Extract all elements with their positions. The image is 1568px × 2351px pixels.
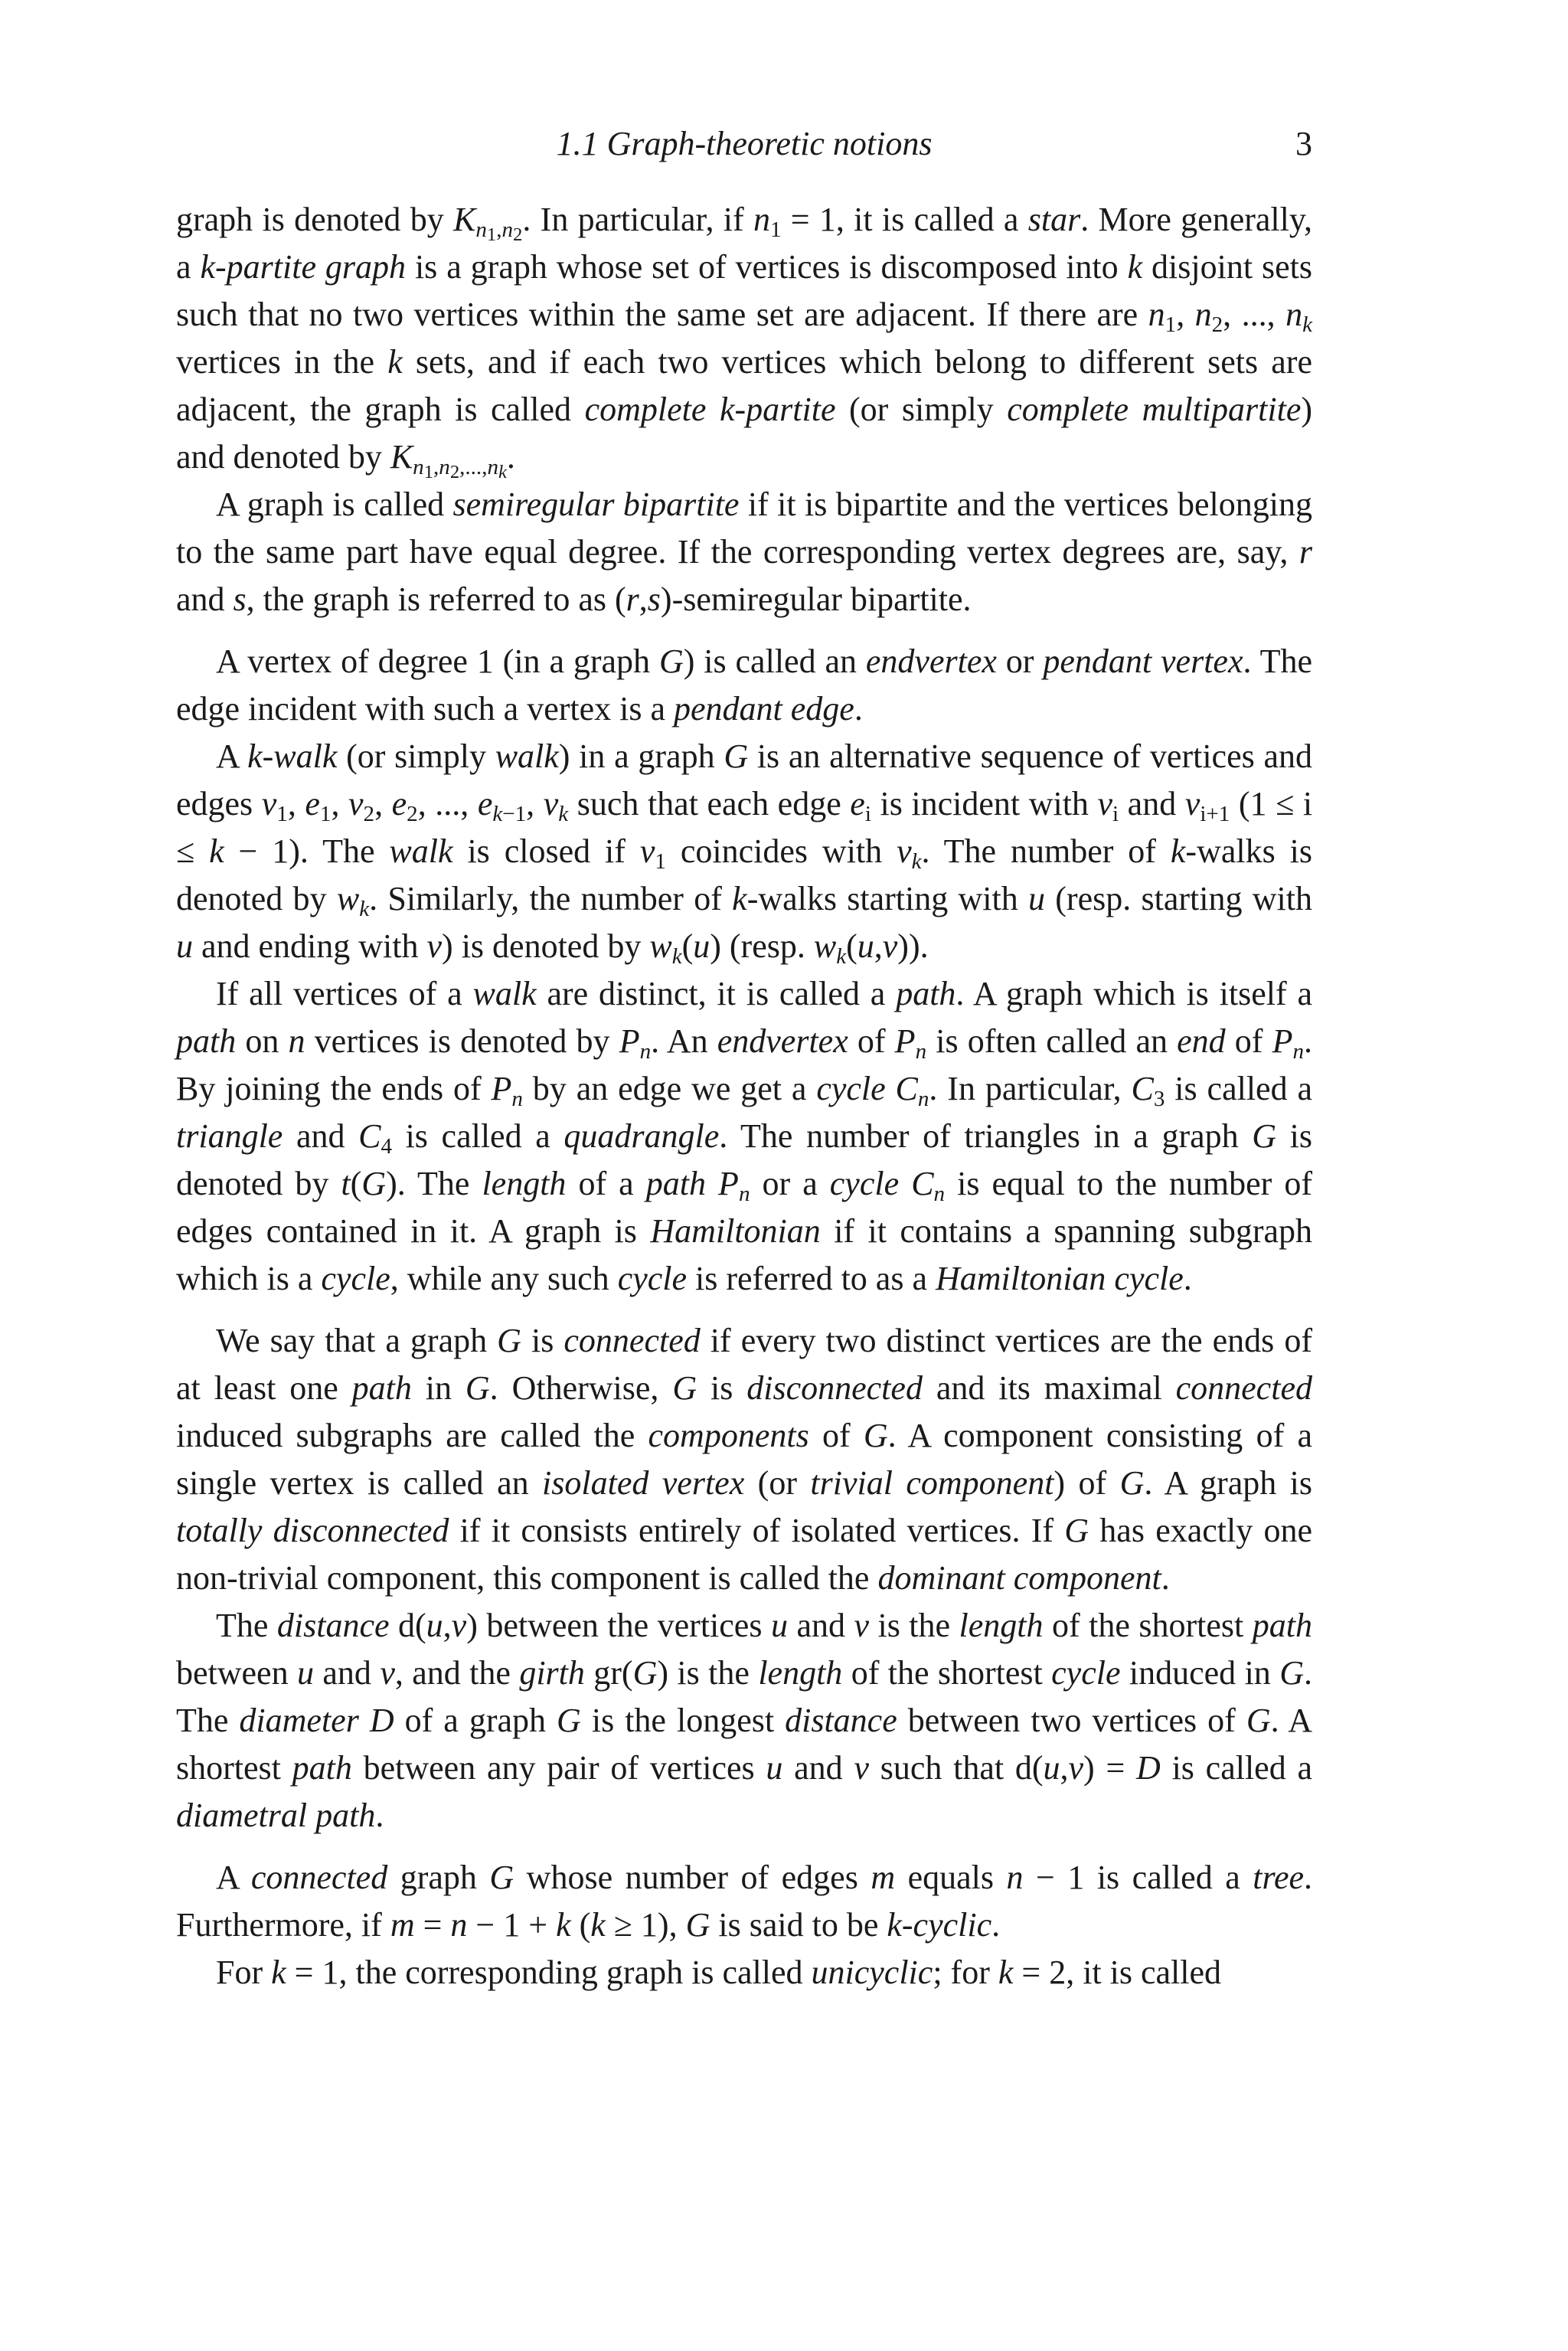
paragraph: The distance d(u,v) between the vertices u and v is the length of the shortest path between u and v, and the girth gr(G) is the length of the shortest cycle induced in G. The diameter D of a graph G is the longest distance between two vertices of G. A shortest path between any pair of vertices u and v such that d(u,v) = D is called a diametral path. <box>176 1607 1313 1834</box>
page-header <box>176 121 1312 167</box>
paragraph: A k-walk (or simply walk) in a graph G is an alternative sequence of vertices and edges $v_1$, $e_1$, $v_2$, $e_2$, ..., $e_{k-1}$, $v_k$ such that each edge $e_i$ is incident with $v_i$ and $v_{i+1}$ (1 ≤ i ≤ k − 1). The walk is closed if $v_1$ coincides with $v_k$. The number of k-walks is denoted by $w_k$. Similarly, the number of k-walks starting with u (resp. starting with u and ending with v) is denoted by $w_k(u)$ (resp. $w_k(u,v)$). <box>176 737 1313 970</box>
body-text <box>176 196 1312 1996</box>
paragraph: A graph is called semiregular bipartite if it is bipartite and the vertices belonging to the same part have equal degree. If the corresponding vertex degrees are, say, r and s, the graph is referred to as (r,s)-semiregular bipartite. <box>176 486 1312 618</box>
paragraph: A connected graph G whose number of edges m equals n − 1 is called a tree. Furthermore, if m = n − 1 + k (k ≥ 1), G is said to be k-cyclic. <box>176 1859 1313 1944</box>
paragraph: graph is denoted by $K_{n_1,n_2}$. In particular, if $n_1 = 1$, it is called a star. More generally, a k-partite graph is a graph whose set of vertices is discomposed into k disjoint sets such that no two vertices within the same set are adjacent. If there are $n_1$, $n_2$, ..., $n_k$ vertices in the k sets, and if each two vertices which belong to different sets are adjacent, the graph is called complete k-partite (or simply complete multipartite) and denoted by $K_{n_1,n_2,...,n_k}$. <box>176 201 1313 483</box>
paragraph: If all vertices of a walk are distinct, it is called a path. A graph which is itself a path on n vertices is denoted by $P_n$. An endvertex of $P_n$ is often called an end of $P_n$. By joining the ends of $P_n$ by an edge we get a cycle $C_n$. In particular, $C_3$ is called a triangle and $C_4$ is called a quadrangle. The number of triangles in a graph G is denoted by t(G). The length of a path $P_n$ or a cycle $C_n$ is equal to the number of edges contained in it. A graph is Hamiltonian if it contains a spanning subgraph which is a cycle, while any such cycle is referred to as a Hamiltonian cycle. <box>176 975 1313 1297</box>
page-number: 3 <box>1295 125 1312 162</box>
paragraph: We say that a graph G is connected if every two distinct vertices are the ends of at least one path in G. Otherwise, G is disconnected and its maximal connected induced subgraphs are called the components of G. A component consisting of a single vertex is called an isolated vertex (or trivial component) of G. A graph is totally disconnected if it consists entirely of isolated vertices. If G has exactly one non-trivial component, this component is called the dominant component. <box>176 1322 1313 1597</box>
paragraph: For k = 1, the corresponding graph is called unicyclic; for k = 2, it is called <box>216 1954 1222 1991</box>
paragraph: A vertex of degree 1 (in a graph G) is called an endvertex or pendant vertex. The edge incident with such a vertex is a pendant edge. <box>176 643 1312 728</box>
running-head: 1.1 Graph-theoretic notions <box>556 125 933 162</box>
